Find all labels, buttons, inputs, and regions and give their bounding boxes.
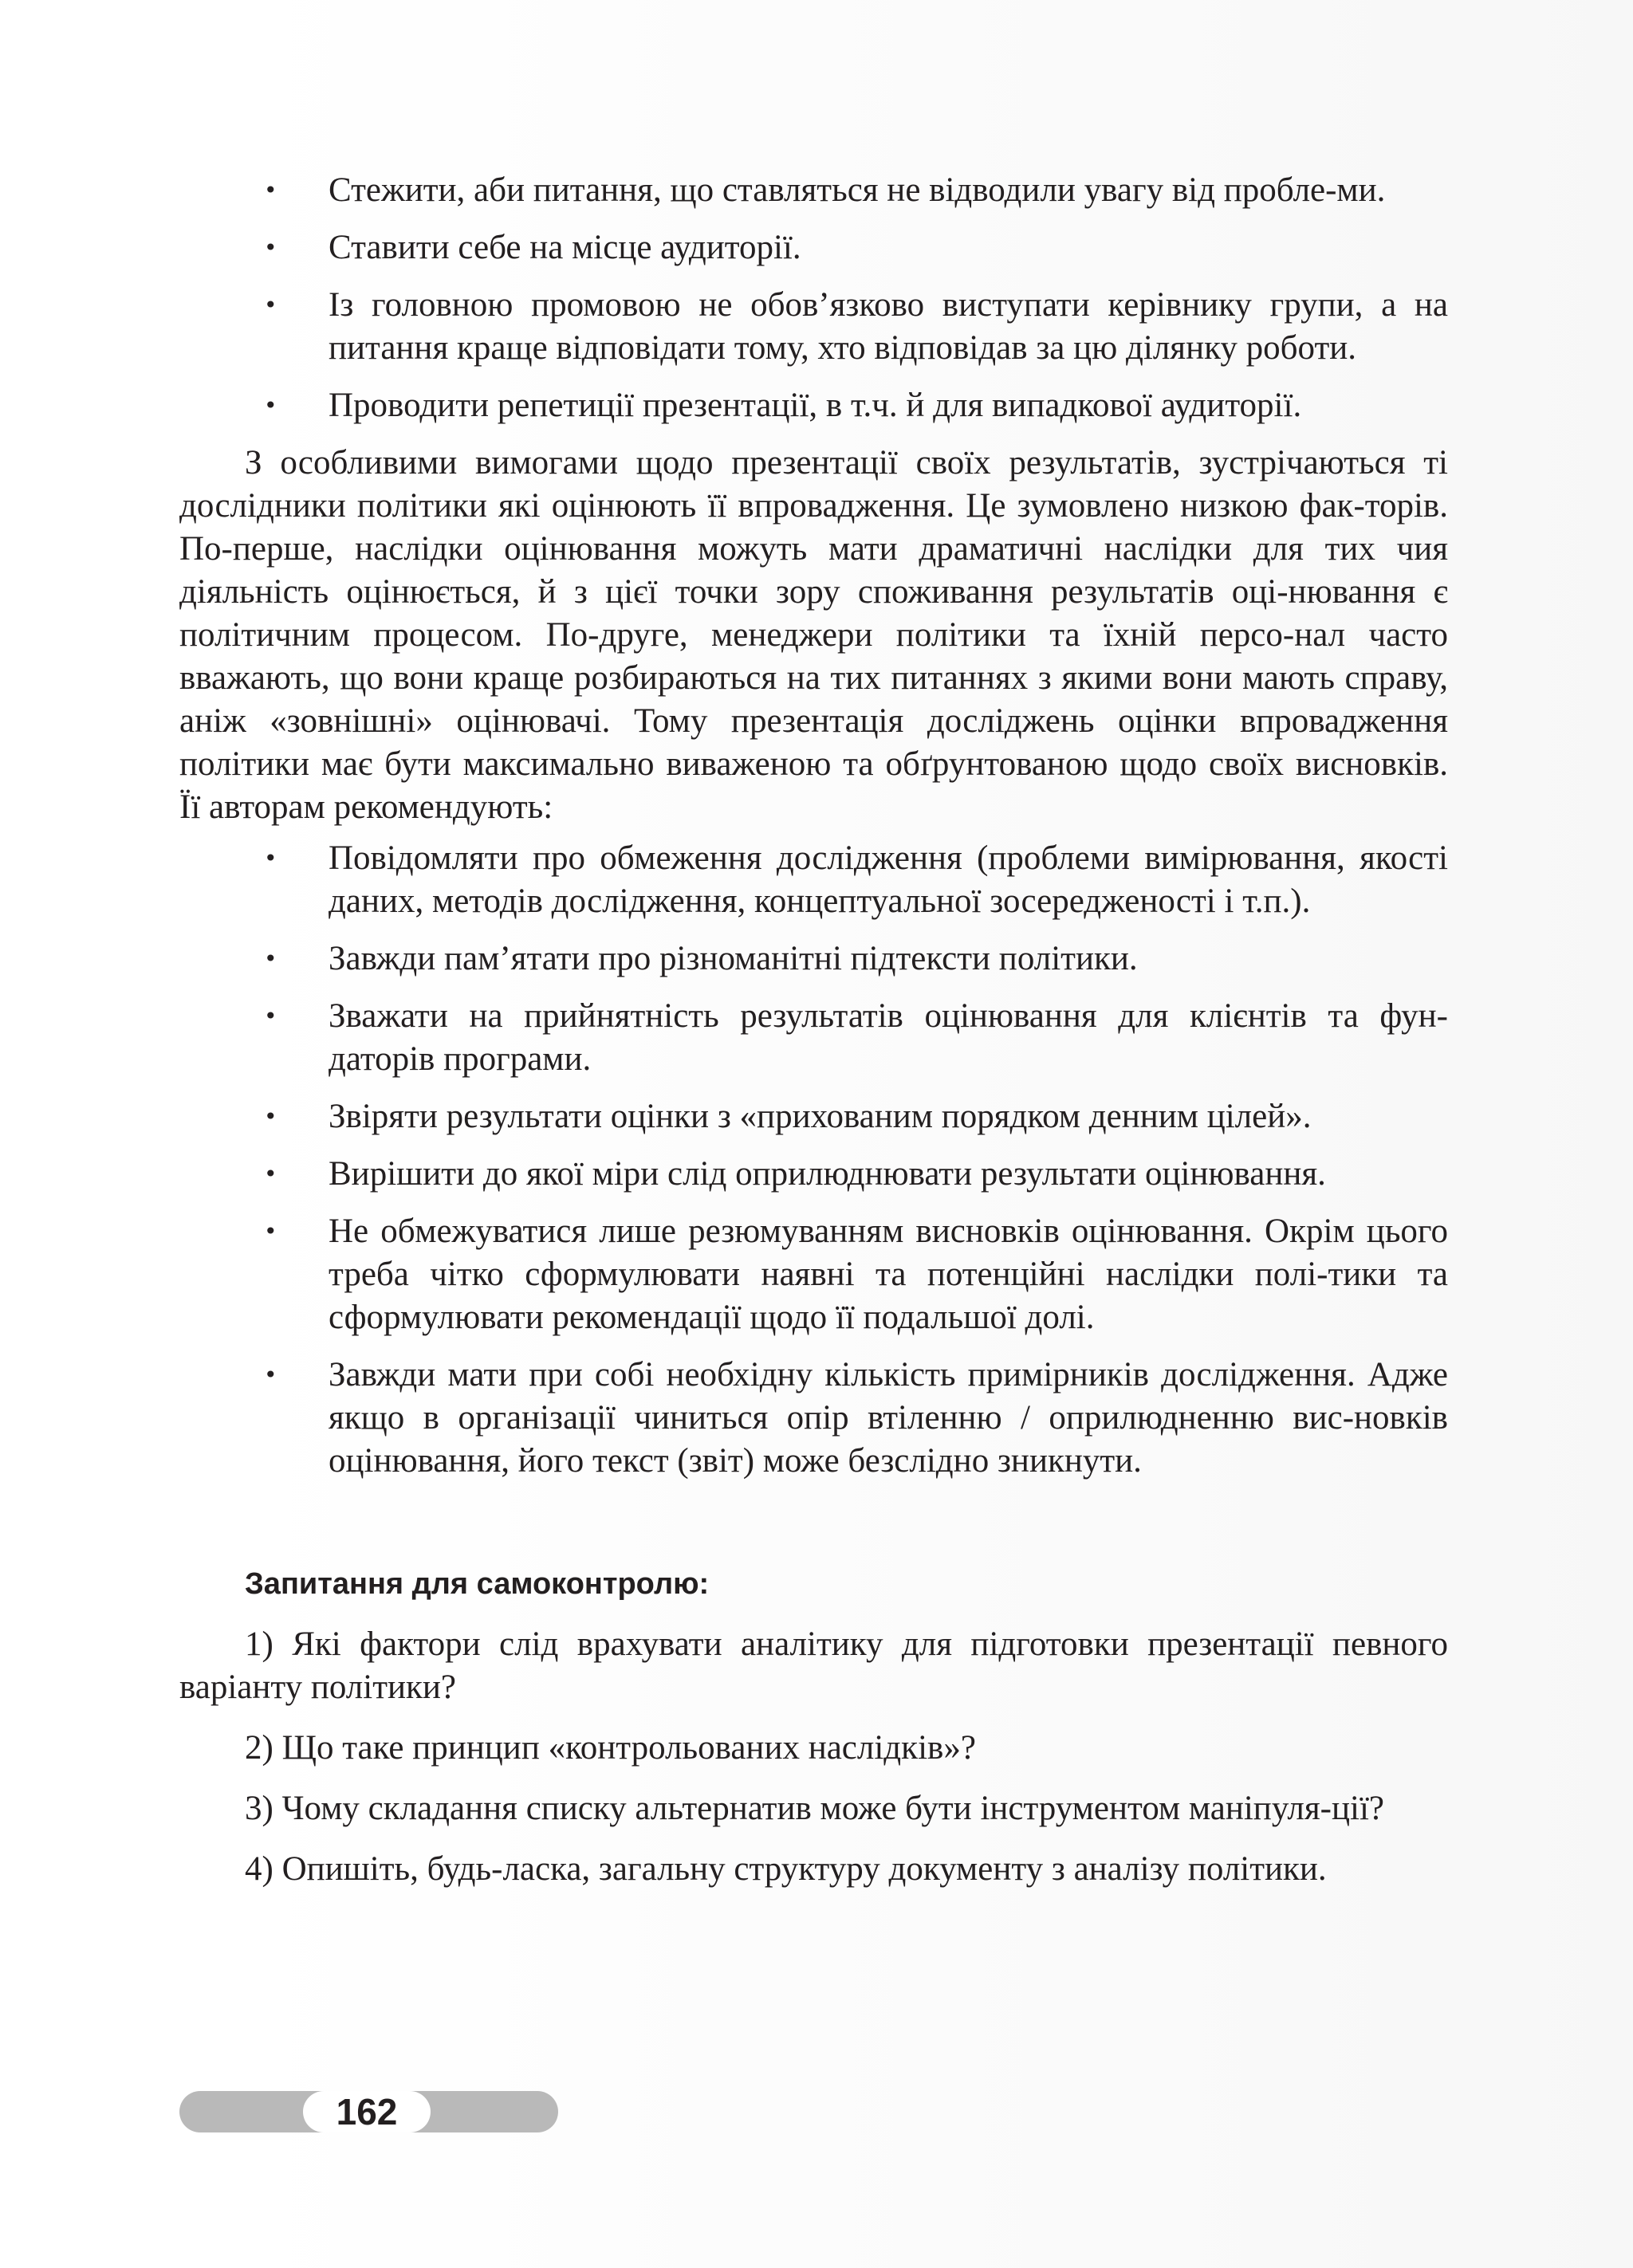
question-item: 1) Які фактори слід врахувати аналітику для підготовки презентації певного варіанту політики?: [179, 1625, 1448, 1706]
list-item: [179, 937, 1448, 981]
list-item-text: Звіряти результати оцінки з «прихованим порядком денним цілей».: [329, 1098, 1312, 1135]
list-item-text: Повідомляти про обмеження дослідження (проблеми вимірювання, якості даних, методів дослідження, концептуальної зосередженості і т.п.).: [329, 839, 1448, 920]
bullet-icon: •: [264, 1103, 277, 1130]
list-item: [179, 1095, 1448, 1138]
list-item-text: Проводити репетиції презентації, в т.ч. й для випадкової аудиторії.: [329, 387, 1302, 424]
list-item: [179, 1354, 1448, 1483]
page-content: [179, 169, 1448, 1908]
bullet-list-recommendations: [179, 837, 1448, 1483]
list-item-text: Не обмежуватися лише резюмуванням висновків оцінювання. Окрім цього треба чітко сформулювати наявні та потенційні наслідки полі-тики та сформулювати рекомендації щодо її подальшої долі.: [329, 1213, 1448, 1336]
bullet-icon: •: [264, 1362, 277, 1388]
list-item-text: Ставити себе на місце аудиторії.: [329, 229, 801, 266]
bullet-icon: •: [264, 234, 277, 261]
list-item-text: Вирішити до якої міри слід оприлюднювати результати оцінювання.: [329, 1155, 1326, 1193]
page-number-bar: [179, 2091, 558, 2132]
bullet-icon: •: [264, 845, 277, 871]
list-item: [179, 169, 1448, 212]
questions-heading: Запитання для самоконтролю:: [245, 1567, 710, 1601]
question-item: 2) Що таке принцип «контрольованих наслідків»?: [245, 1729, 976, 1767]
question-item: 3) Чому складання списку альтернатив може бути інструментом маніпуля-ції?: [245, 1790, 1384, 1827]
self-check-questions: [179, 1562, 1448, 1891]
question-item: 4) Опишіть, будь-ласка, загальну структуру документу з аналізу політики.: [245, 1850, 1327, 1888]
body-paragraph: З особливими вимогами щодо презентації своїх результатів, зустрічаються ті дослідники політики які оцінюють її впровадження. Це зумовлено низкою фак-торів. По-перше, наслідки оцінювання можуть мати драматичні наслідки для тих чия діяльність оцінюється, й з цієї точки зору споживання результатів оці-нювання є політичним процесом. По-друге, менеджери політики та їхній персо-нал часто вважають, що вони краще розбираються на тих питаннях з якими вони мають справу, аніж «зовнішні» оцінювачі. Тому презентація досліджень оцінки впровадження політики має бути максимально виваженою та обґрунтованою щодо своїх висновків. Її авторам рекомендують:: [179, 444, 1448, 826]
list-item-text: Зважати на прийнятність результатів оцінювання для клієнтів та фун-даторів програми.: [329, 997, 1448, 1078]
list-item: [179, 995, 1448, 1081]
list-item-text: Завжди мати при собі необхідну кількість примірників дослідження. Адже якщо в організації чиниться опір втіленню / оприлюдненню вис-новків оцінювання, його текст (звіт) може безслідно зникнути.: [329, 1356, 1448, 1480]
list-item: [179, 384, 1448, 427]
list-item: [179, 284, 1448, 370]
bullet-icon: •: [264, 1218, 277, 1244]
bullet-icon: •: [264, 1003, 277, 1029]
bullet-icon: •: [264, 292, 277, 318]
bullet-icon: •: [264, 945, 277, 972]
list-item-text: Із головною промовою не обов’язково виступати керівнику групи, а на питання краще відповідати тому, хто відповідав за цю ділянку роботи.: [329, 286, 1448, 367]
bullet-icon: •: [264, 177, 277, 203]
list-item: [179, 226, 1448, 269]
questions-list: [179, 1623, 1448, 1891]
list-item: [179, 1210, 1448, 1339]
bullet-list-presentation-tips: [179, 169, 1448, 427]
list-item: [179, 837, 1448, 923]
bullet-icon: •: [264, 392, 277, 419]
page-number: 162: [303, 2091, 431, 2132]
list-item-text: Завжди пам’ятати про різноманітні підтексти політики.: [329, 940, 1138, 977]
bullet-icon: •: [264, 1161, 277, 1187]
list-item: [179, 1153, 1448, 1196]
list-item-text: Стежити, аби питання, що ставляться не відводили увагу від пробле-ми.: [329, 171, 1386, 209]
